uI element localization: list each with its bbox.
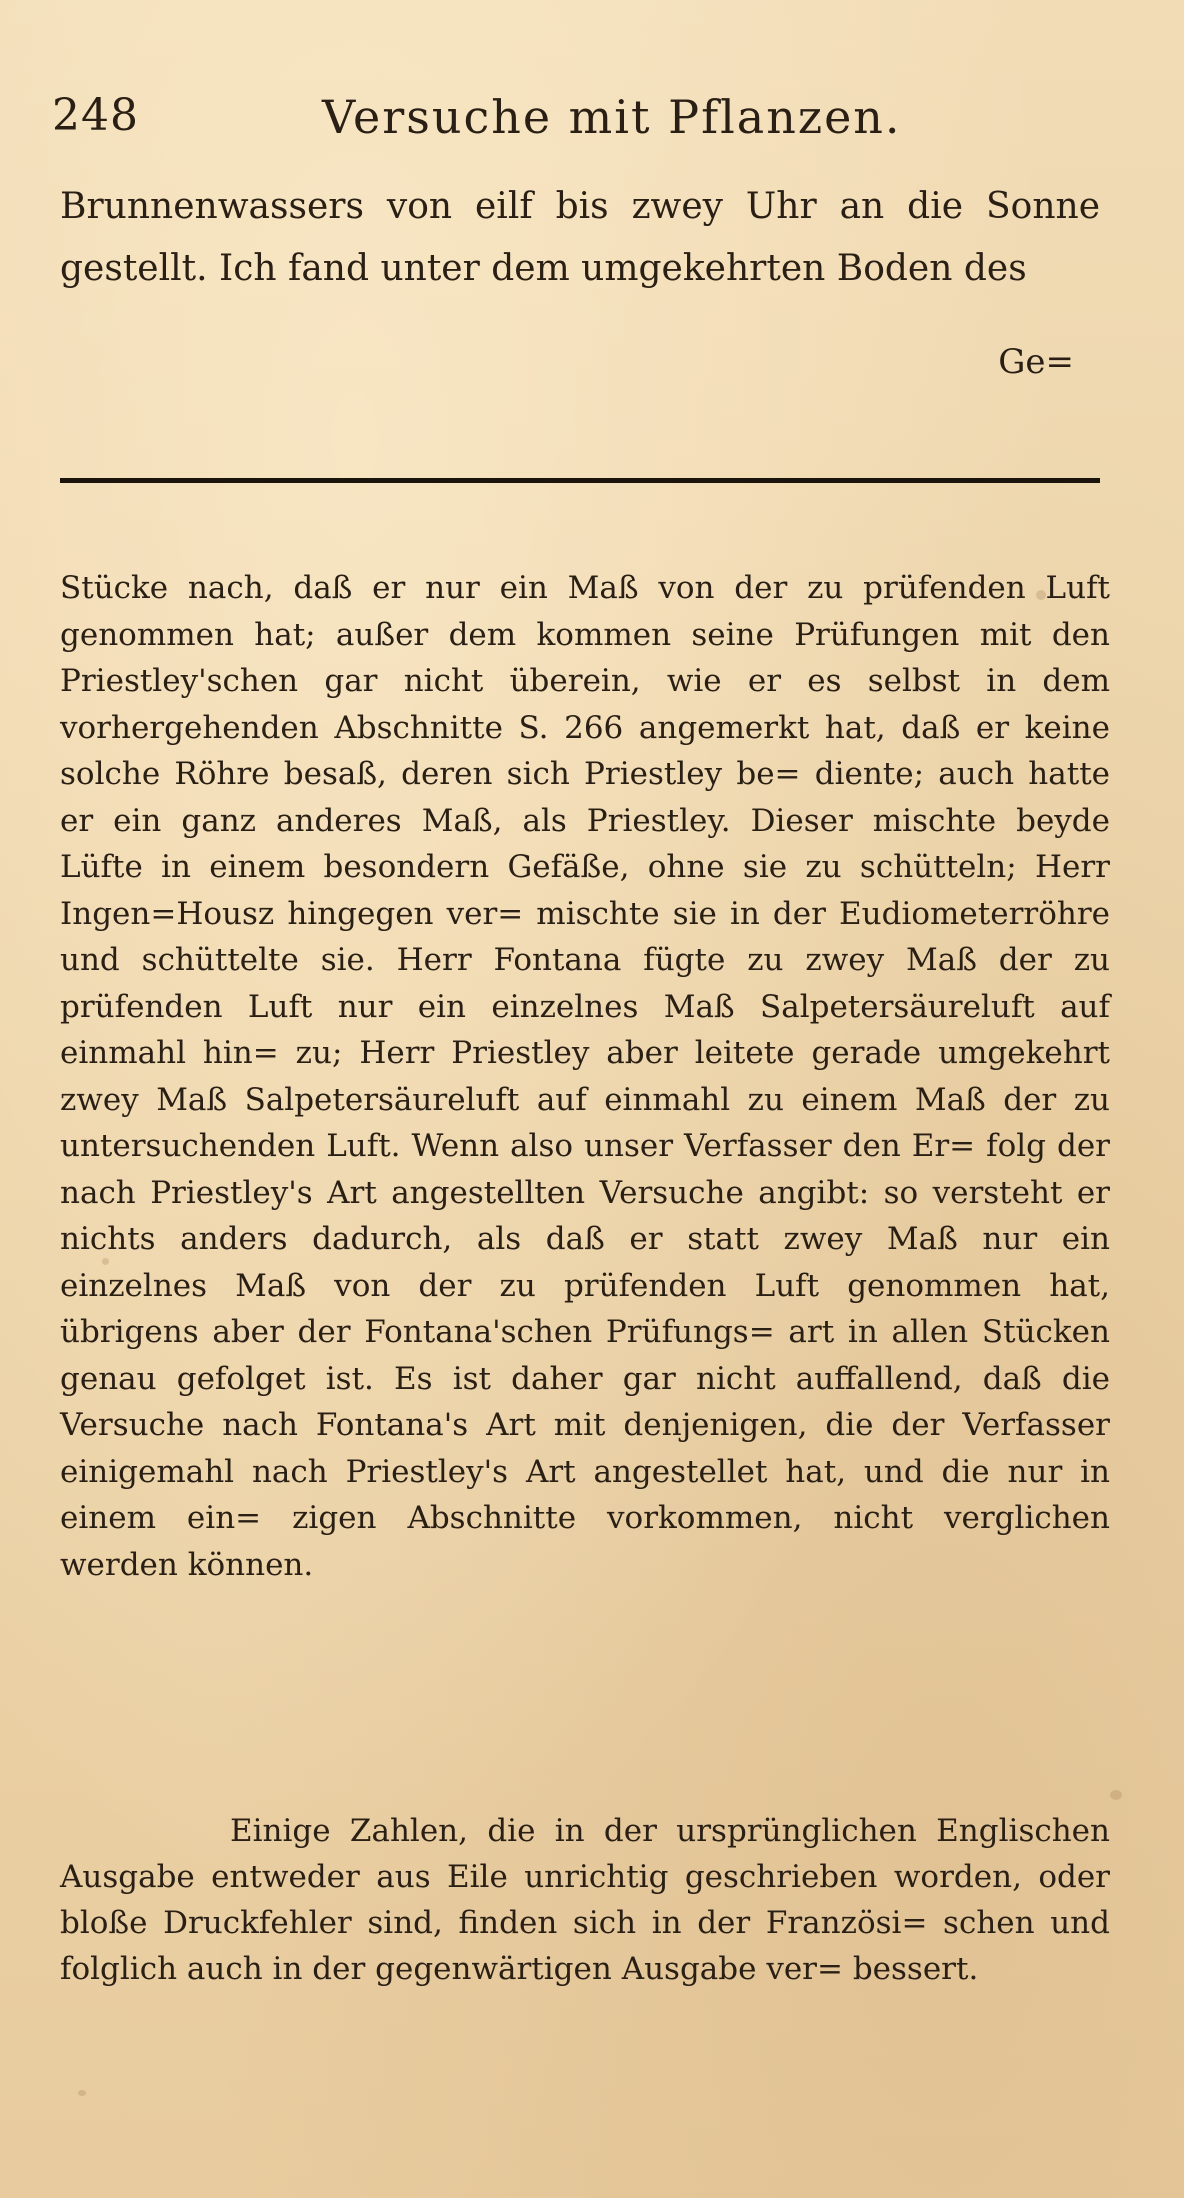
catchword: Ge= <box>998 342 1074 382</box>
second-note <box>60 1808 1110 1992</box>
footnote-text <box>60 565 1110 1588</box>
page-number: 248 <box>52 90 139 141</box>
second-note-paragraph: Einige Zahlen, die in der ursprünglichen Englischen Ausgabe entweder aus Eile unrichtig geschrieben worden, oder bloße Druckfehler sind, finden sich in der Französi= schen und folglich auch in der gegenwärtigen Ausgabe ver= bessert. <box>60 1813 1110 1987</box>
footnote-rule <box>60 478 1100 483</box>
main-text: Brunnenwassers von eilf bis zwey Uhr an die Sonne gestellt. Ich fand unter dem umgekehrten Boden des <box>60 186 1100 289</box>
page-header <box>52 82 1124 152</box>
running-head: Versuche mit Pflanzen. <box>322 90 902 144</box>
footnote-paragraph: Stücke nach, daß er nur ein Maß von der zu prüfenden Luft genommen hat; außer dem kommen seine Prüfungen mit den Priestley'schen gar nicht überein, wie er es selbst in dem vorhergehenden Abschnitte S. 266 angemerkt hat, daß er keine solche Röhre besaß, deren sich Priestley be= diente; auch hatte er ein ganz anderes Maß, als Priestley. Dieser mischte beyde Lüfte in einem besondern Gefäße, ohne sie zu schütteln; Herr Ingen=Housz hingegen ver= mischte sie in der Eudiometerröhre und schüttelte sie. Herr Fontana fügte zu zwey Maß der zu prüfenden Luft nur ein einzelnes Maß Salpetersäureluft auf einmahl hin= zu; Herr Priestley aber leitete gerade umgekehrt zwey Maß Salpetersäureluft auf einmahl zu einem Maß der zu untersuchenden Luft. Wenn also unser Verfasser den Er= folg der nach Priestley's Art angestellten Versuche angibt: so versteht er nichts anders dadurch, als daß er statt zwey Maß nur ein einzelnes Maß von der zu prüfenden Luft genommen hat, übrigens aber der Fontana'schen Prüfungs= art in allen Stücken genau gefolget ist. Es ist daher gar nicht auffallend, daß die Versuche nach Fontana's Art mit denjenigen, die der Verfasser einigemahl nach Priestley's Art angestellet hat, und die nur in einem ein= zigen Abschnitte vorkommen, nicht verglichen werden können. <box>60 570 1110 1583</box>
paper-stain <box>1110 1790 1122 1800</box>
paper-stain <box>78 2090 86 2096</box>
